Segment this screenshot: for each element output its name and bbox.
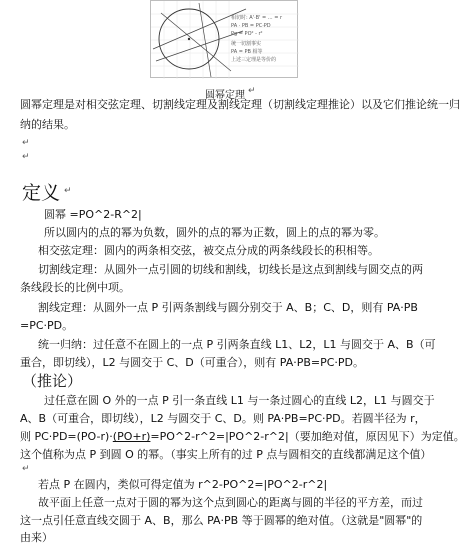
section-heading-definition: 定义 (22, 182, 61, 204)
inference-line: 这个值称为点 P 到圆 O 的幂。（事实上所有的过 P 点与圆相交的直线都满足这个值） (20, 448, 432, 461)
definition-line: 条线段长的比例中项。 (20, 281, 130, 294)
figure-note: Pg = PO² - r² (231, 31, 263, 37)
figure-caption: 圆幂定理 (205, 90, 245, 101)
formula-line: 圆幂 =PO^2-R^2| (44, 208, 142, 221)
paragraph-mark-icon: ↵ (248, 86, 256, 96)
definition-line: 相交弦定理：圆内的两条相交弦，被交点分成的两条线段长的积相等。 (38, 244, 379, 257)
figure-note: PA = PB 相等 (231, 49, 263, 55)
definition-line: 重合，即切线），L2 与圆交于 C、D（可重合），则有 PA·PB=PC·PD。 (20, 356, 365, 369)
paragraph-mark-icon: ↵ (22, 152, 30, 162)
inference-text: 则 PC·PD=(PO-r)· (20, 430, 113, 443)
underlined-term: (PO+r) (112, 430, 151, 443)
figure-note: 相切时: A'·B' = ... = r (231, 15, 283, 21)
figure-note: PA · PB = PC·PD (231, 23, 271, 29)
definition-line: 割线定理：从圆外一点 P 引两条割线与圆分别交于 A、B；C、D，则有 PA·PB (38, 301, 418, 314)
definition-line: =PC·PD。 (20, 319, 74, 332)
definition-line: 切割线定理：从圆外一点引圆的切线和割线，切线长是这点到割线与圆交点的两 (38, 263, 423, 276)
paragraph-mark-icon: ↵ (22, 464, 30, 474)
paragraph-mark-icon: ↵ (64, 186, 72, 196)
definition-line: 统一归纳：过任意不在圆上的一点 P 引两条直线 L1、L2，L1 与圆交于 A、B（可 (38, 338, 436, 351)
inference-line (20, 430, 465, 444)
circle-diagram (151, 1, 299, 79)
inference-line: 故平面上任意一点对于圆的幂为这个点到圆心的距离与圆的半径的平方差，而过 (38, 496, 423, 509)
paragraph-mark-icon: ↵ (22, 138, 30, 148)
intro-line: 纳的结果。 (20, 118, 75, 131)
inference-line: 由来） (20, 531, 53, 544)
inference-line: 若点 P 在圆内，类似可得定值为 r^2-PO^2=|PO^2-r^2| (38, 478, 328, 491)
figure-note: 统一切割事实 (231, 41, 262, 47)
inference-line: A、B（可重合，即切线），L2 与圆交于 C、D。则 PA·PB=PC·PD。若圆半径为 r， (20, 412, 426, 425)
geometry-figure (150, 0, 298, 78)
figure-note: 上述三定理是等价的 (231, 57, 277, 63)
inference-line: 过任意在圆 O 外的一点 P 引一条直线 L1 与一条过圆心的直线 L2，L1 与圆交于 (44, 394, 435, 407)
inference-text: =PO^2-r^2=|PO^2-r^2|（要加绝对值，原因见下）为定值。 (150, 430, 465, 443)
section-heading-inference: （推论） (22, 372, 83, 390)
definition-line: 所以圆内的点的幂为负数，圆外的点的幂为正数，圆上的点的幂为零。 (44, 226, 385, 239)
intro-line: 圆幂定理是对相交弦定理、切割线定理及割线定理（切割线定理推论）以及它们推论统一归 (20, 98, 460, 111)
inference-line: 这一点引任意直线交圆于 A、B，那么 PA·PB 等于圆幂的绝对值。（这就是"圆幂"的 (20, 514, 423, 527)
